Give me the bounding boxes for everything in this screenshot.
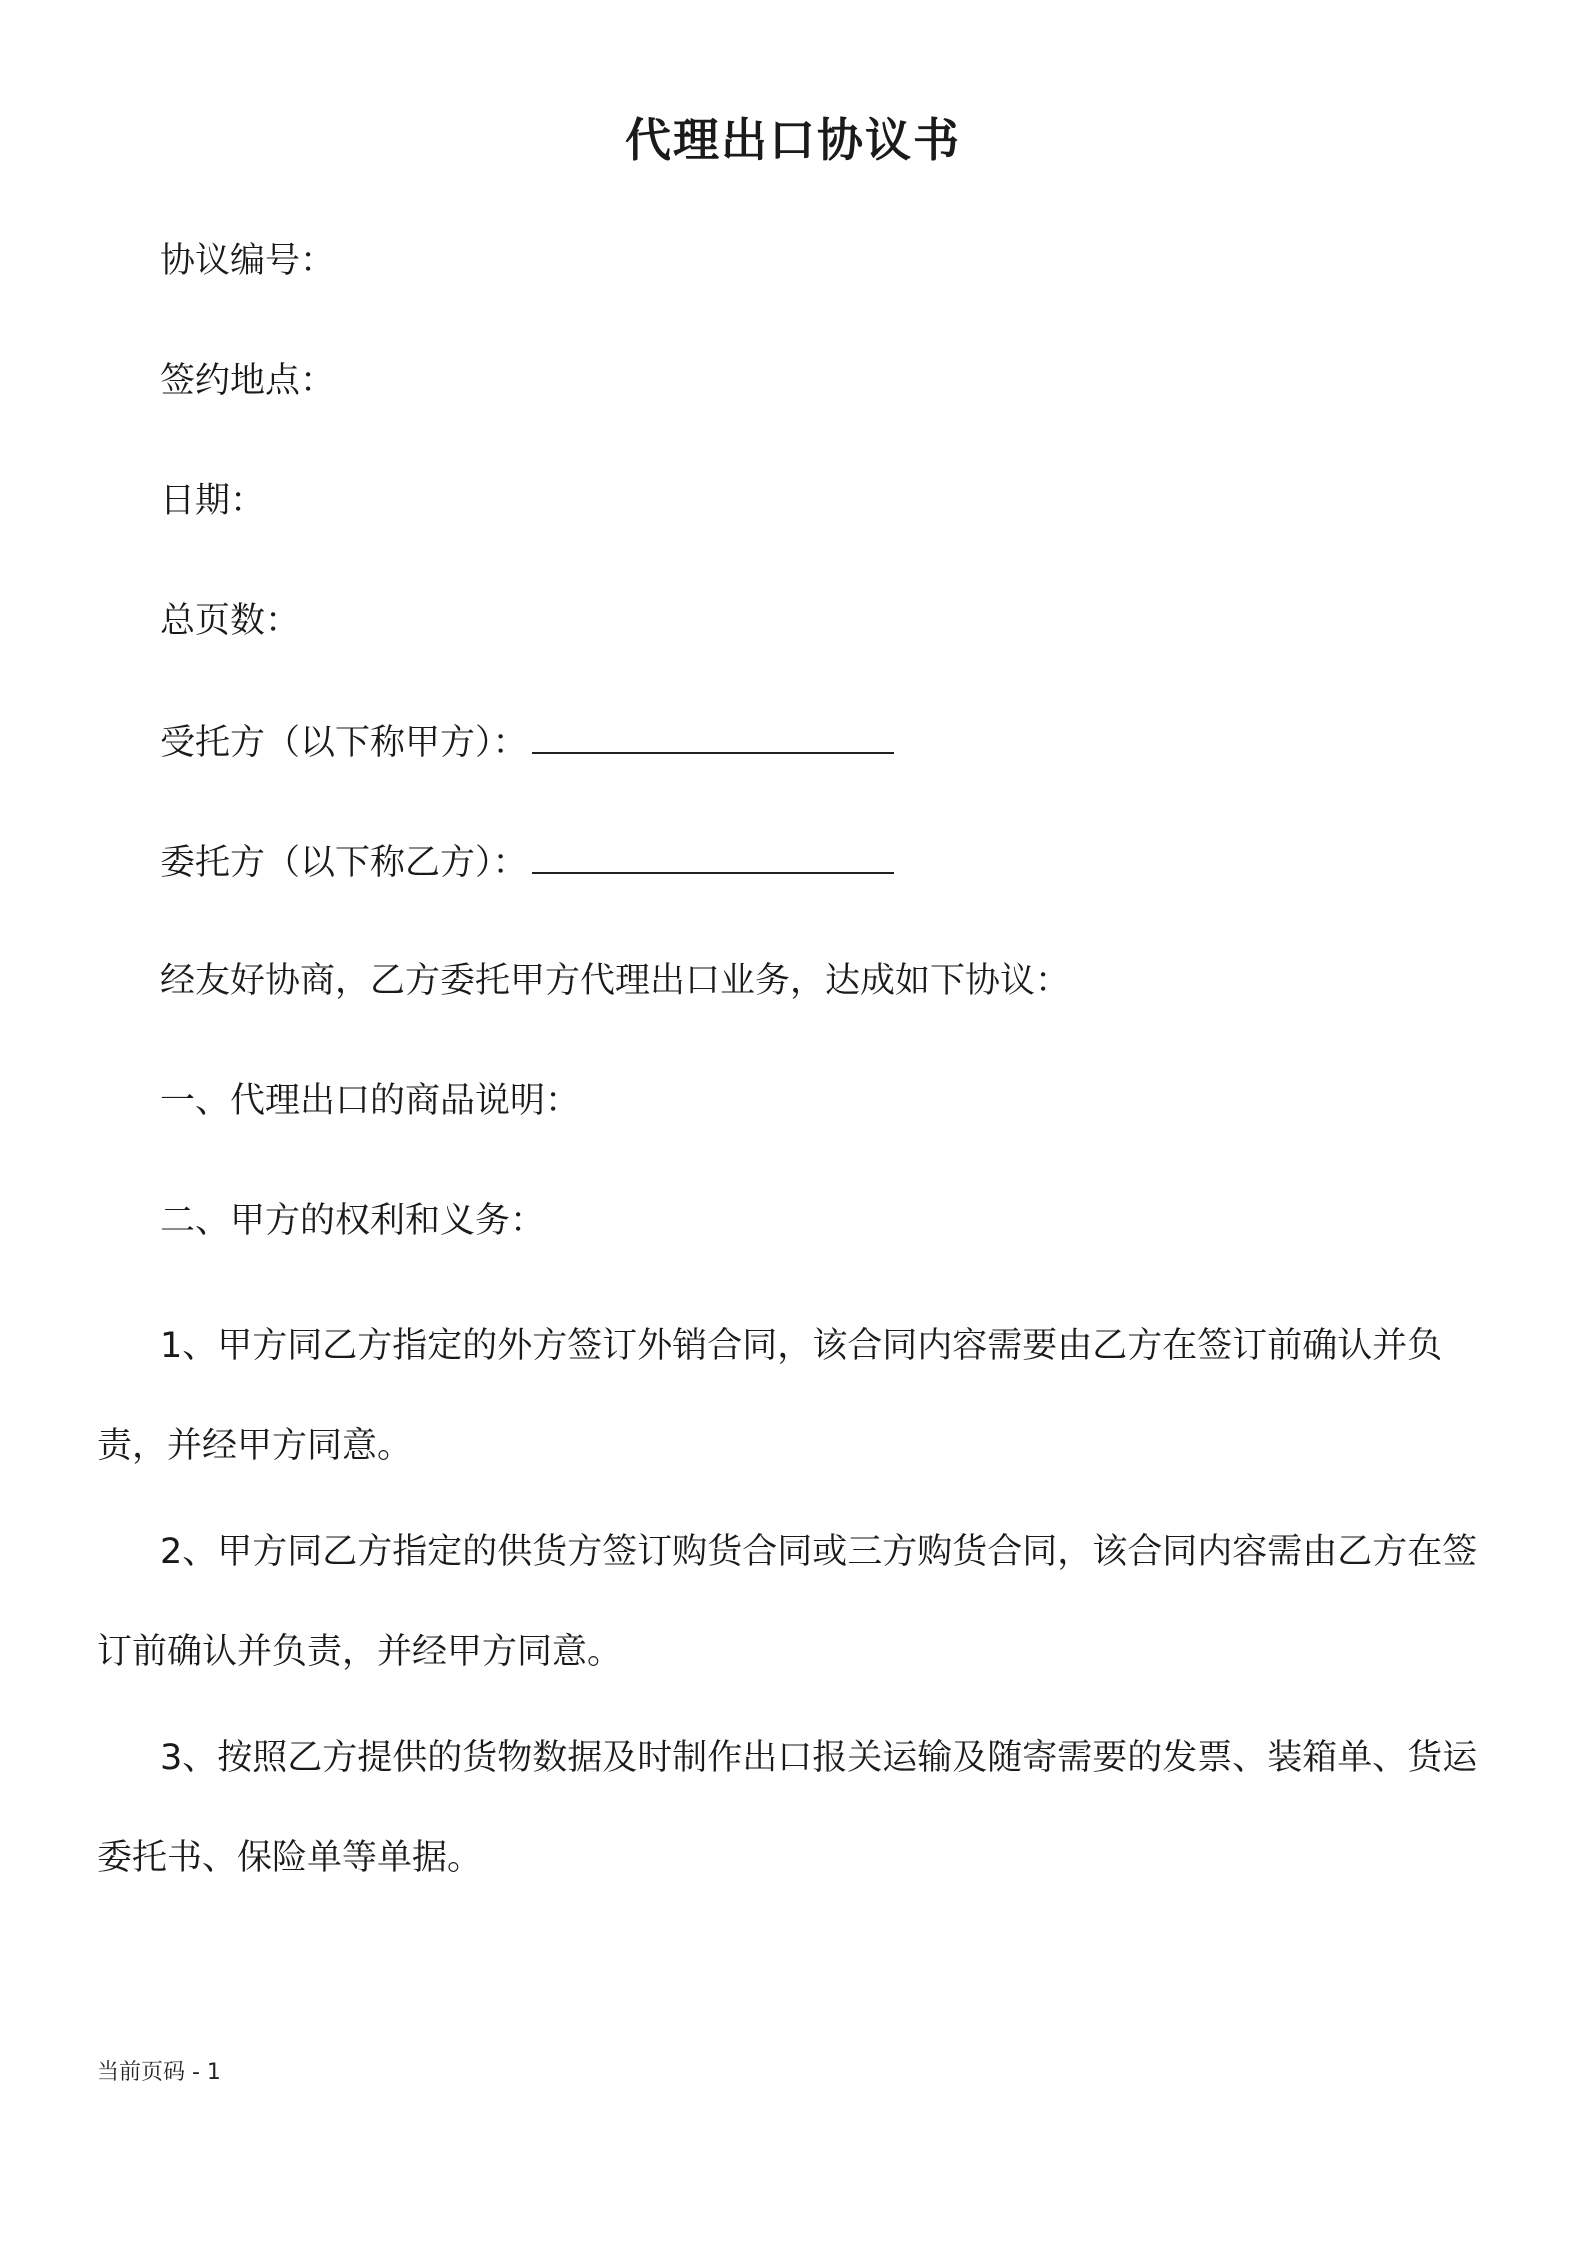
total-pages-label: 总页数： [160, 601, 301, 641]
party-b-blank [532, 836, 894, 874]
party-a-line [160, 716, 894, 768]
section-2-heading: 二、甲方的权利和义务： [160, 1201, 546, 1241]
clause-3: 3、按照乙方提供的货物数据及时制作出口报关运输及随寄需要的发票、装箱单、货运委托书、保险单等单据。 [97, 1738, 1478, 1878]
signing-place-label: 签约地点： [160, 361, 336, 401]
agreement-number-label: 协议编号： [160, 241, 336, 281]
party-b-label: 委托方（以下称乙方）： [160, 843, 528, 883]
section-1-heading: 一、代理出口的商品说明： [160, 1081, 581, 1121]
intro-text: 经友好协商，乙方委托甲方代理出口业务，达成如下协议： [160, 961, 1071, 1001]
party-b-line [160, 836, 894, 888]
page-number-footer: 当前页码 - 1 [97, 2060, 221, 2085]
document-title: 代理出口协议书 [625, 113, 961, 167]
date-label: 日期： [160, 481, 266, 521]
party-a-blank [532, 716, 894, 754]
clause-1: 1、甲方同乙方指定的外方签订外销合同，该合同内容需要由乙方在签订前确认并负责，并经甲方同意。 [97, 1326, 1443, 1466]
clause-2: 2、甲方同乙方指定的供货方签订购货合同或三方购货合同，该合同内容需由乙方在签订前确认并负责，并经甲方同意。 [97, 1532, 1478, 1672]
party-a-label: 受托方（以下称甲方）： [160, 723, 528, 763]
